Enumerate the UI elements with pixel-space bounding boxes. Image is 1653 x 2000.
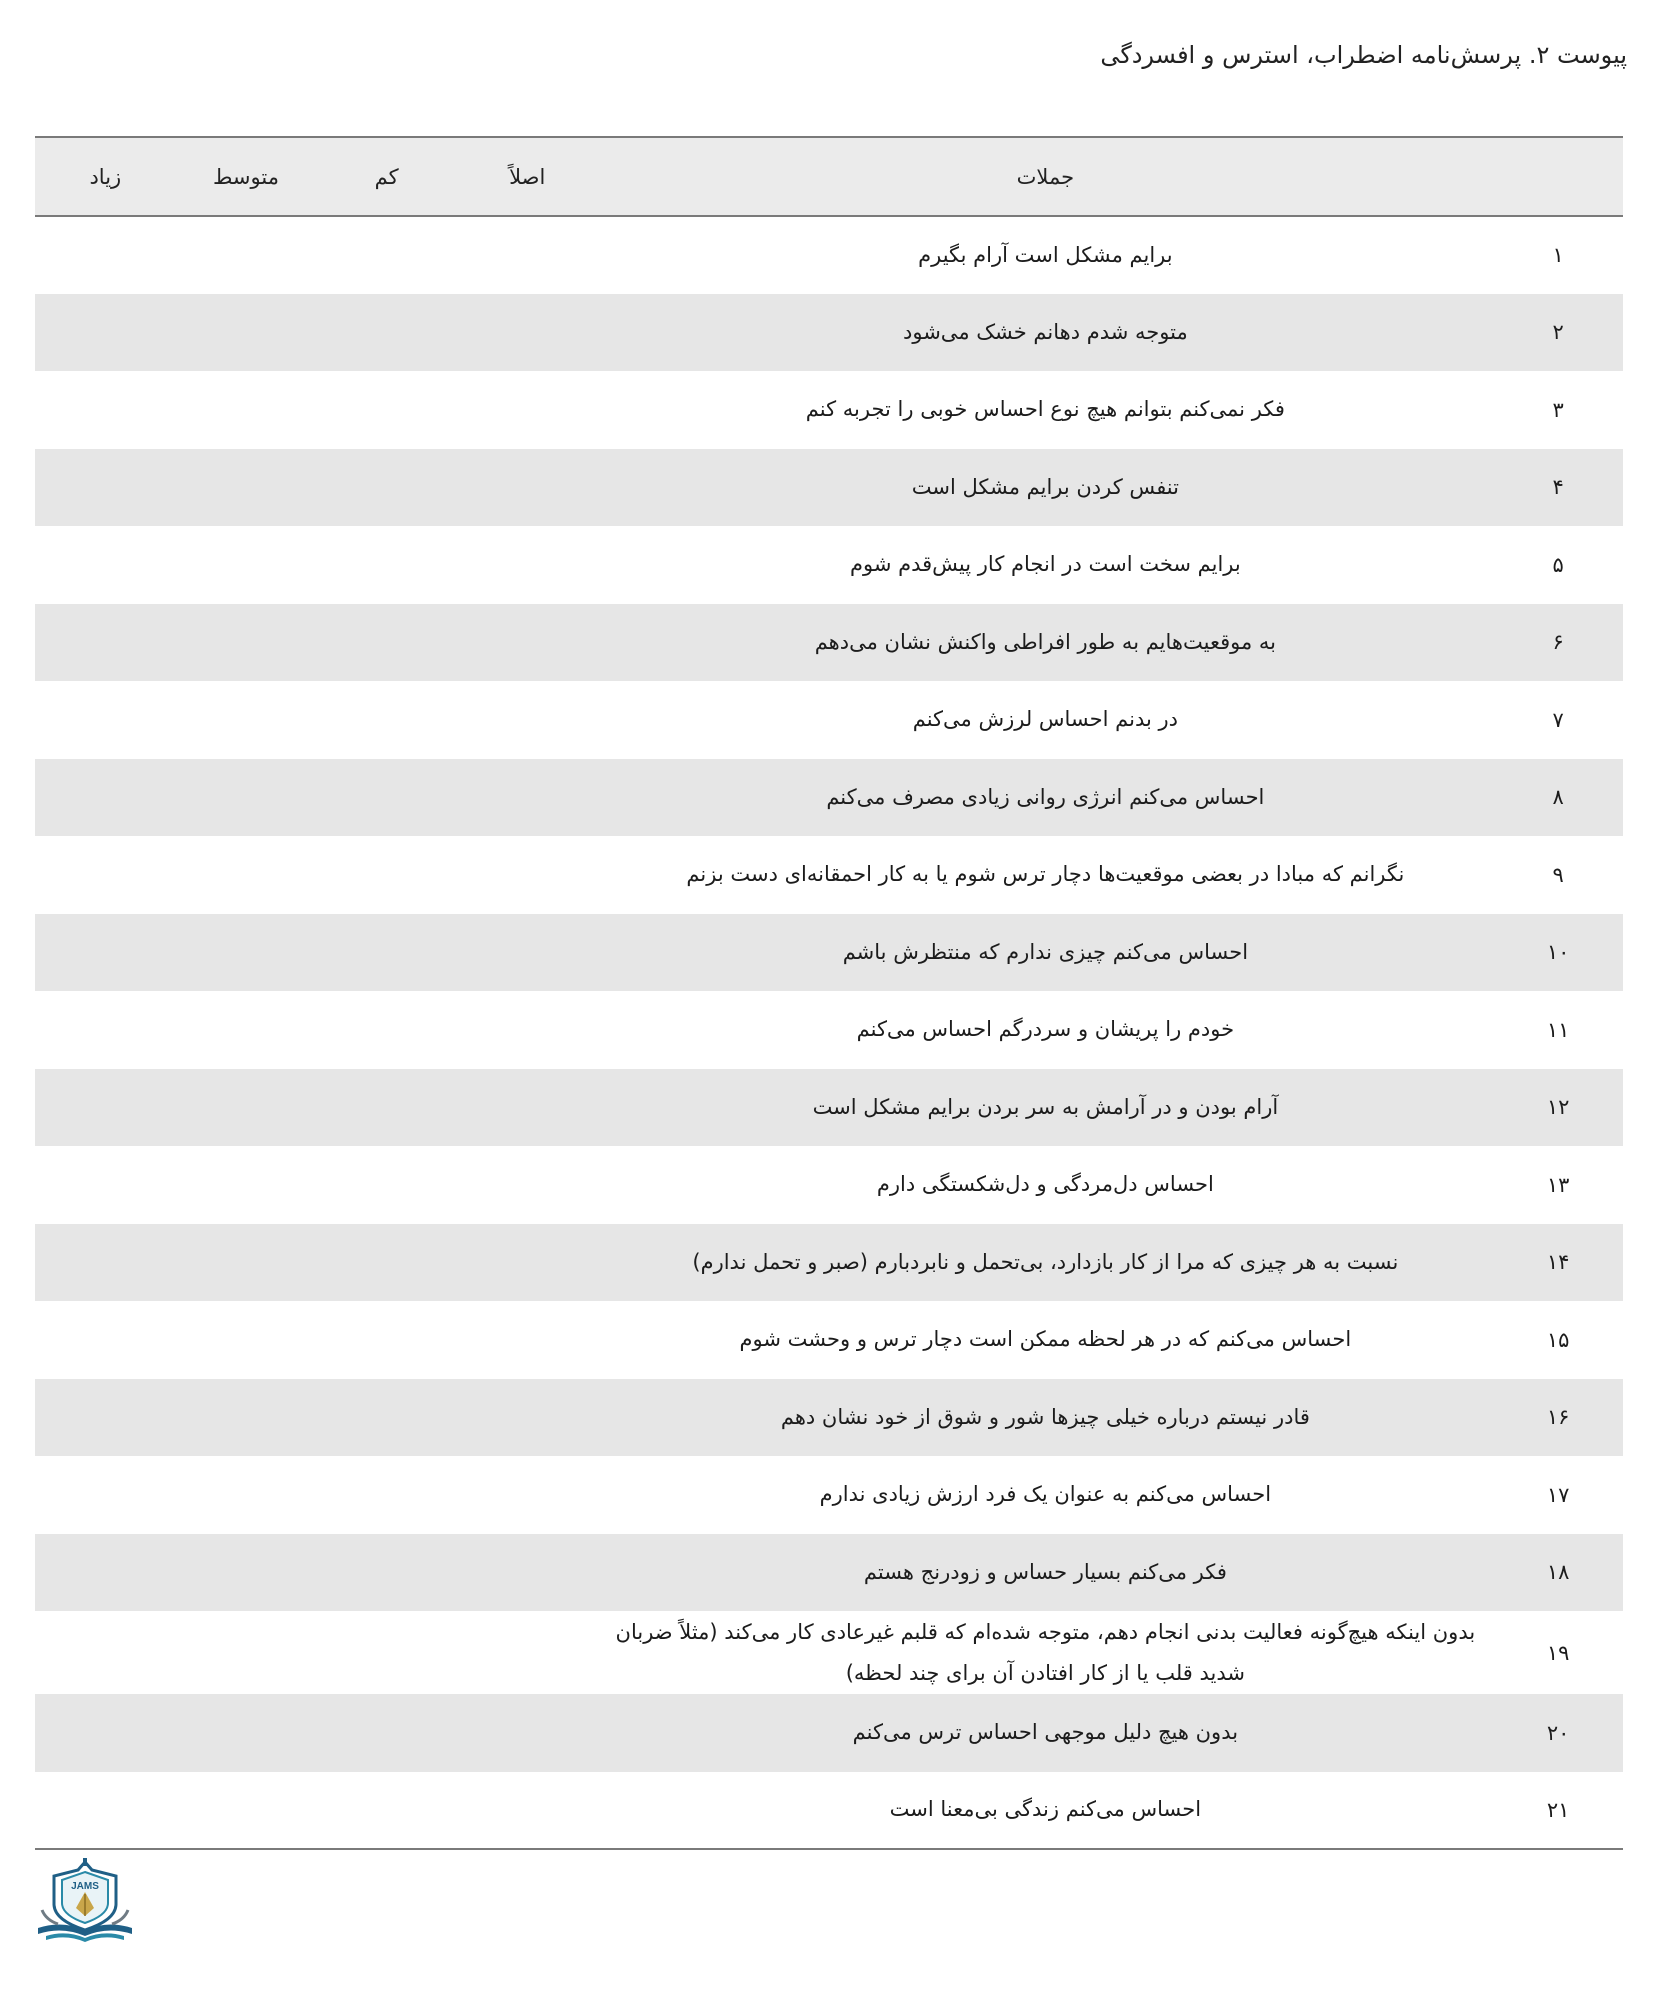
rating-cell-not-at-all [457, 371, 598, 449]
table-row [35, 1301, 1623, 1379]
rating-cell-low [316, 1456, 457, 1534]
rating-cell-not-at-all [457, 1146, 598, 1224]
table-row [35, 1534, 1623, 1612]
row-number: ۱۴ [1546, 1250, 1570, 1275]
rating-cell-low [316, 1694, 457, 1772]
table-row [35, 1146, 1623, 1224]
row-statement: فکر می‌کنم بسیار حساس و زودرنج هستم [863, 1559, 1227, 1584]
table-row [35, 759, 1623, 837]
questionnaire-table [35, 136, 1623, 1850]
rating-cell-medium [176, 1379, 317, 1457]
row-number: ۱۰ [1546, 940, 1570, 965]
rating-cell-low [316, 216, 457, 294]
rating-cell-not-at-all [457, 449, 598, 527]
rating-cell-high [35, 1772, 176, 1850]
row-number: ۴ [1552, 475, 1564, 500]
row-number: ۱۸ [1546, 1560, 1570, 1585]
rating-cell-medium [176, 1224, 317, 1302]
header-statements: جملات [598, 137, 1494, 216]
table-row [35, 1694, 1623, 1772]
rating-cell-low [316, 681, 457, 759]
row-number: ۲۰ [1546, 1720, 1570, 1745]
rating-cell-not-at-all [457, 526, 598, 604]
row-statement: احساس می‌کنم به عنوان یک فرد ارزش زیادی ندارم [819, 1482, 1272, 1507]
rating-cell-low [316, 1301, 457, 1379]
table-row [35, 991, 1623, 1069]
rating-cell-medium [176, 371, 317, 449]
header-not-at-all: اصلاً [457, 137, 598, 216]
rating-cell-medium [176, 991, 317, 1069]
row-number: ۶ [1552, 630, 1564, 655]
table-row [35, 604, 1623, 682]
rating-cell-medium [176, 294, 317, 372]
jams-logo-graphic [32, 1858, 138, 1944]
rating-cell-high [35, 991, 176, 1069]
row-statement: آرام بودن و در آرامش به سر بردن برایم مشکل است [812, 1094, 1279, 1119]
row-number: ۱۵ [1546, 1327, 1570, 1352]
rating-cell-high [35, 1534, 176, 1612]
rating-cell-not-at-all [457, 1772, 598, 1850]
table-row [35, 1772, 1623, 1850]
table-row [35, 681, 1623, 759]
header-number [1493, 137, 1623, 216]
rating-cell-not-at-all [457, 1611, 598, 1694]
rating-cell-not-at-all [457, 1301, 598, 1379]
rating-cell-high [35, 836, 176, 914]
table-row [35, 1611, 1623, 1694]
row-statement: برایم مشکل است آرام بگیرم [918, 242, 1173, 267]
rating-cell-high [35, 1069, 176, 1147]
rating-cell-medium [176, 1069, 317, 1147]
rating-cell-high [35, 1146, 176, 1224]
table-row [35, 1379, 1623, 1457]
row-number: ۱۷ [1546, 1482, 1570, 1507]
table-row [35, 914, 1623, 992]
row-number: ۱۹ [1546, 1640, 1570, 1665]
rating-cell-not-at-all [457, 681, 598, 759]
row-statement: احساس می‌کنم چیزی ندارم که منتظرش باشم [842, 939, 1249, 964]
rating-cell-high [35, 914, 176, 992]
rating-cell-not-at-all [457, 1069, 598, 1147]
row-statement: بدون هیچ دلیل موجهی احساس ترس می‌کنم [852, 1720, 1239, 1745]
rating-cell-high [35, 759, 176, 837]
rating-cell-not-at-all [457, 991, 598, 1069]
row-number: ۷ [1552, 707, 1564, 732]
table-row [35, 1069, 1623, 1147]
questionnaire-table-wrapper [35, 136, 1623, 1850]
rating-cell-medium [176, 836, 317, 914]
table-row [35, 836, 1623, 914]
table-row [35, 1456, 1623, 1534]
rating-cell-medium [176, 759, 317, 837]
rating-cell-low [316, 991, 457, 1069]
rating-cell-medium [176, 914, 317, 992]
rating-cell-low [316, 526, 457, 604]
rating-cell-high [35, 604, 176, 682]
rating-cell-high [35, 681, 176, 759]
rating-cell-high [35, 294, 176, 372]
table-row [35, 294, 1623, 372]
table-row [35, 371, 1623, 449]
rating-cell-medium [176, 1772, 317, 1850]
rating-cell-high [35, 1224, 176, 1302]
row-number: ۹ [1552, 862, 1564, 887]
row-statement: در بدنم احساس لرزش می‌کنم [912, 707, 1179, 732]
rating-cell-not-at-all [457, 604, 598, 682]
header-high: زیاد [35, 137, 176, 216]
rating-cell-low [316, 1534, 457, 1612]
rating-cell-not-at-all [457, 1534, 598, 1612]
row-statement: به موقعیت‌هایم به طور افراطی واکنش نشان می‌دهم [814, 629, 1277, 654]
rating-cell-medium [176, 604, 317, 682]
page-title: پیوست ۲. پرسش‌نامه اضطراب، استرس و افسردگی [1100, 41, 1627, 69]
logo-text: JAMS [71, 1881, 99, 1892]
row-statement: بدون اینکه هیچ‌گونه فعالیت بدنی انجام دهم، متوجه شده‌ام که قلبم غیرعادی کار می‌کند (مثلاً ضربان شدید قلب یا از کار افتادن آن برای چند لحظه) [615, 1619, 1476, 1685]
rating-cell-high [35, 1456, 176, 1534]
row-number: ۱۱ [1546, 1017, 1570, 1042]
row-statement: قادر نیستم درباره خیلی چیزها شور و شوق از خود نشان دهم [780, 1404, 1310, 1429]
rating-cell-not-at-all [457, 1224, 598, 1302]
row-number: ۱ [1552, 243, 1564, 268]
rating-cell-not-at-all [457, 216, 598, 294]
rating-cell-medium [176, 216, 317, 294]
row-statement: متوجه شدم دهانم خشک می‌شود [903, 319, 1188, 344]
rating-cell-high [35, 449, 176, 527]
table-header [35, 137, 1623, 216]
table-row [35, 449, 1623, 527]
table-body [35, 216, 1623, 1849]
rating-cell-low [316, 294, 457, 372]
rating-cell-low [316, 1611, 457, 1694]
rating-cell-low [316, 371, 457, 449]
rating-cell-medium [176, 526, 317, 604]
rating-cell-medium [176, 1694, 317, 1772]
rating-cell-high [35, 526, 176, 604]
rating-cell-high [35, 1379, 176, 1457]
rating-cell-low [316, 759, 457, 837]
row-number: ۱۶ [1546, 1405, 1570, 1430]
journal-logo-icon [32, 1858, 138, 1944]
rating-cell-medium [176, 1534, 317, 1612]
rating-cell-medium [176, 681, 317, 759]
rating-cell-medium [176, 1146, 317, 1224]
row-statement: برایم سخت است در انجام کار پیش‌قدم شوم [849, 552, 1241, 577]
row-number: ۱۲ [1546, 1095, 1570, 1120]
table-row [35, 1224, 1623, 1302]
table-row [35, 526, 1623, 604]
rating-cell-low [316, 1069, 457, 1147]
rating-cell-medium [176, 1611, 317, 1694]
rating-cell-not-at-all [457, 1694, 598, 1772]
rating-cell-low [316, 836, 457, 914]
header-medium: متوسط [176, 137, 317, 216]
rating-cell-low [316, 1379, 457, 1457]
header-low: کم [316, 137, 457, 216]
row-number: ۱۳ [1546, 1172, 1570, 1197]
rating-cell-not-at-all [457, 914, 598, 992]
row-number: ۲۱ [1493, 1772, 1623, 1850]
rating-cell-medium [176, 1301, 317, 1379]
rating-cell-low [316, 604, 457, 682]
rating-cell-high [35, 1694, 176, 1772]
row-statement: احساس می‌کنم زندگی بی‌معنا است [598, 1772, 1494, 1850]
rating-cell-not-at-all [457, 294, 598, 372]
row-number: ۳ [1552, 397, 1564, 422]
row-statement: خودم را پریشان و سردرگم احساس می‌کنم [856, 1017, 1235, 1042]
rating-cell-not-at-all [457, 759, 598, 837]
rating-cell-not-at-all [457, 1379, 598, 1457]
row-statement: تنفس کردن برایم مشکل است [911, 474, 1179, 499]
rating-cell-low [316, 1772, 457, 1850]
rating-cell-high [35, 216, 176, 294]
row-statement: نگرانم که مبادا در بعضی موقعیت‌ها دچار ترس شوم یا به کار احمقانه‌ای دست بزنم [686, 862, 1405, 887]
row-statement: احساس می‌کنم که در هر لحظه ممکن است دچار ترس و وحشت شوم [739, 1327, 1352, 1352]
row-number: ۸ [1552, 785, 1564, 810]
row-statement: احساس می‌کنم انرژی روانی زیادی مصرف می‌کنم [826, 784, 1265, 809]
row-statement: احساس دل‌مردگی و دل‌شکستگی دارم [876, 1172, 1214, 1197]
rating-cell-not-at-all [457, 1456, 598, 1534]
rating-cell-not-at-all [457, 836, 598, 914]
rating-cell-low [316, 914, 457, 992]
rating-cell-medium [176, 449, 317, 527]
table-header-row [35, 137, 1623, 216]
rating-cell-low [316, 449, 457, 527]
table-row [35, 216, 1623, 294]
rating-cell-high [35, 371, 176, 449]
rating-cell-medium [176, 1456, 317, 1534]
rating-cell-low [316, 1146, 457, 1224]
row-number: ۵ [1552, 552, 1564, 577]
rating-cell-high [35, 1611, 176, 1694]
row-number: ۲ [1552, 320, 1564, 345]
row-statement: نسبت به هر چیزی که مرا از کار بازدارد، بی‌تحمل و نابردبارم (صبر و تحمل ندارم) [692, 1249, 1399, 1274]
row-statement: فکر نمی‌کنم بتوانم هیچ نوع احساس خوبی را تجربه کنم [805, 397, 1285, 422]
rating-cell-low [316, 1224, 457, 1302]
rating-cell-high [35, 1301, 176, 1379]
